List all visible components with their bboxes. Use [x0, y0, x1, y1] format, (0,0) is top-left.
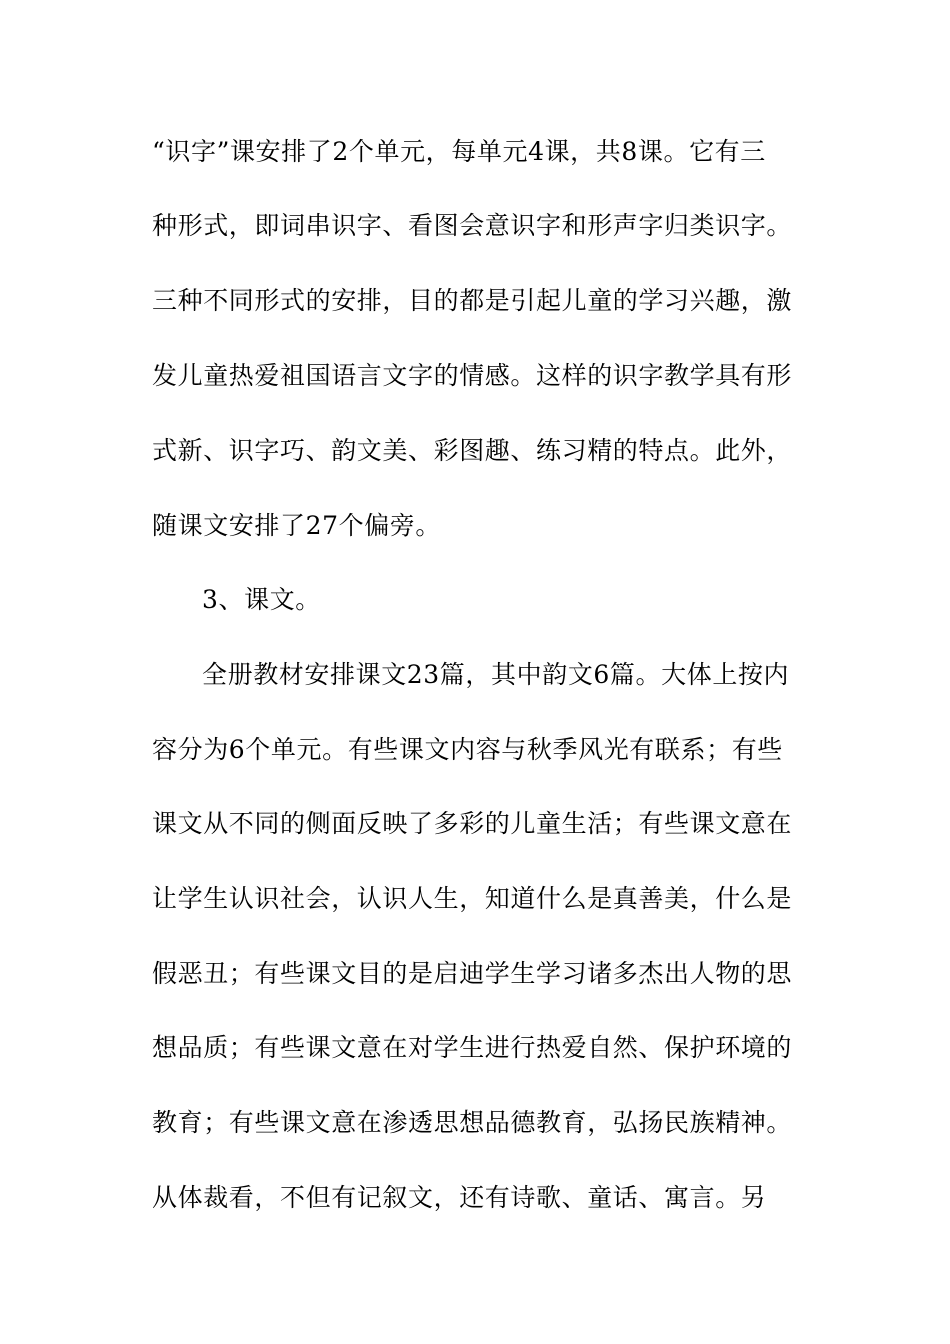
text-line: 发儿童热爱祖国语言文字的情感。这样的识字教学具有形 [152, 361, 793, 390]
text-line: 想品质；有些课文意在对学生进行热爱自然、保护环境的 [152, 1033, 793, 1062]
text-line: 随课文安排了27个偏旁。 [152, 511, 442, 540]
text-line: 课文从不同的侧面反映了多彩的儿童生活；有些课文意在 [152, 809, 793, 838]
text-line: 全册教材安排课文23篇，其中韵文6篇。大体上按内 [202, 660, 790, 689]
text-line: “识字”课安排了2个单元，每单元4课，共8课。它有三 [152, 137, 766, 166]
text-line: 假恶丑；有些课文目的是启迪学生学习诸多杰出人物的思 [152, 959, 793, 988]
text-line: 三种不同形式的安排，目的都是引起儿童的学习兴趣，激 [152, 286, 793, 315]
text-line: 式新、识字巧、韵文美、彩图趣、练习精的特点。此外， [152, 436, 793, 465]
text-line: 容分为6个单元。有些课文内容与秋季风光有联系；有些 [152, 735, 783, 764]
text-line: 从体裁看，不但有记叙文，还有诗歌、童话、寓言。另 [152, 1183, 767, 1212]
text-line: 种形式，即词串识字、看图会意识字和形声字归类识字。 [152, 211, 793, 240]
text-line: 教育；有些课文意在渗透思想品德教育，弘扬民族精神。 [152, 1108, 793, 1137]
section-heading: 3、课文。 [202, 585, 321, 614]
text-line: 让学生认识社会，认识人生，知道什么是真善美，什么是 [152, 884, 793, 913]
